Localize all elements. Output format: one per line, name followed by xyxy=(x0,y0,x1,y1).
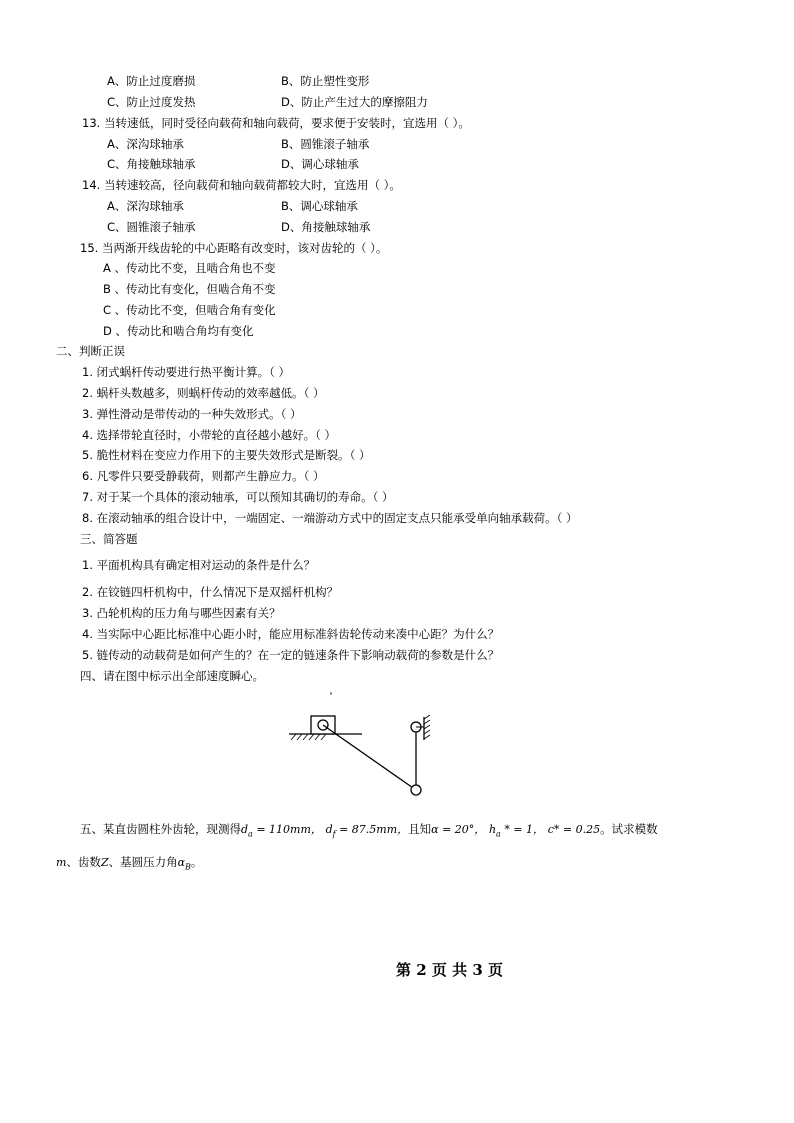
short-answer-item: 4. 当实际中心距比标准中心距小时，能应用标准斜齿轮传动来凑中心距？为什么？ xyxy=(82,627,500,641)
judge-item: 7. 对于某一个具体的滚动轴承，可以预知其确切的寿命。（ ） xyxy=(82,490,394,504)
alpha-value: α = 20°， xyxy=(431,823,486,836)
section3-heading: 三、简答题 xyxy=(80,532,138,546)
q14-stem: 14. 当转速较高，径向载荷和轴向载荷都较大时，宜选用（ ）。 xyxy=(82,178,401,192)
q12-option-b: B、防止塑性变形 xyxy=(281,74,370,88)
q13-option-a: A、深沟球轴承 xyxy=(107,137,184,151)
short-answer-item: 1. 平面机构具有确定相对运动的条件是什么？ xyxy=(82,558,316,572)
short-answer-item: 5. 链传动的动载荷是如何产生的？在一定的链速条件下影响动载荷的参数是什么？ xyxy=(82,648,500,662)
c-value: c* = 0.25 xyxy=(547,823,601,836)
slider-pin xyxy=(318,720,328,730)
support-hatch xyxy=(424,715,430,739)
judge-item: 6. 凡零件只要受静载荷，则都产生静应力。（ ） xyxy=(82,469,325,483)
known-label: 且知 xyxy=(408,822,432,836)
q14-option-c: C、圆锥滚子轴承 xyxy=(107,220,196,234)
q15-stem: 15. 当两渐开线齿轮的中心距略有改变时，该对齿轮的（ ）。 xyxy=(80,241,388,255)
short-answer-item: 3. 凸轮机构的压力角与哪些因素有关？ xyxy=(82,606,281,620)
section5-line2 xyxy=(56,855,202,874)
ha-symbol: h xyxy=(488,823,497,836)
judge-item: 5. 脆性材料在变应力作用下的主要失效形式是断裂。（ ） xyxy=(82,448,371,462)
line2-end: 。 xyxy=(190,855,203,869)
section5-lead: 五、某直齿圆柱外齿轮，现测得 xyxy=(80,822,241,836)
q15-option-b: B 、传动比有变化，但啮合角不变 xyxy=(103,282,276,296)
section5-line1 xyxy=(80,822,658,841)
q15-option-a: A 、传动比不变，且啮合角也不变 xyxy=(103,261,276,275)
alpha-b-subscript: B xyxy=(185,862,191,872)
df-value: = 87.5mm， xyxy=(335,823,409,836)
judge-item: 3. 弹性滑动是带传动的一种失效形式。（ ） xyxy=(82,407,302,421)
q15-option-d: D 、传动比和啮合角均有变化 xyxy=(103,324,254,338)
q12-option-a: A、防止过度磨损 xyxy=(107,74,196,88)
section2-heading: 二、判断正误 xyxy=(56,344,125,358)
df-subscript: f xyxy=(332,829,336,839)
fixed-pivot xyxy=(411,722,421,732)
judge-item: 8. 在滚动轴承的组合设计中，一端固定、一端游动方式中的固定支点只能承受单向轴承载荷。（ ） xyxy=(82,511,578,525)
q14-option-a: A、深沟球轴承 xyxy=(107,199,184,213)
q13-stem: 13. 当转速低，同时受径向载荷和轴向载荷，要求便于安装时，宜选用（ ）。 xyxy=(82,116,470,130)
ha-value: * = 1， xyxy=(500,823,545,836)
q12-option-c: C、防止过度发热 xyxy=(107,95,196,109)
q13-option-d: D、调心球轴承 xyxy=(281,157,359,171)
da-subscript: a xyxy=(248,829,253,839)
page-footer: 第 2 页 共 3 页 xyxy=(396,961,503,979)
da-value: = 110mm， xyxy=(252,823,322,836)
moving-joint xyxy=(411,785,421,795)
z-symbol: Z xyxy=(100,856,109,869)
short-answer-item: 2. 在铰链四杆机构中，什么情况下是双摇杆机构？ xyxy=(82,585,339,599)
q14-option-b: B、调心球轴承 xyxy=(281,199,358,213)
df-symbol: d xyxy=(325,823,333,836)
ha-subscript: a xyxy=(496,829,501,839)
q15-option-c: C 、传动比不变，但啮合角有变化 xyxy=(103,303,276,317)
q13-option-c: C、角接触球轴承 xyxy=(107,157,196,171)
line2-text-a: 、齿数 xyxy=(66,855,101,869)
alpha-b-symbol: α xyxy=(177,856,186,869)
q12-option-d: D、防止产生过大的摩擦阻力 xyxy=(281,95,428,109)
line2-text-b: 、基圆压力角 xyxy=(108,855,178,869)
da-symbol: d xyxy=(241,823,249,836)
m-symbol: m xyxy=(56,856,67,869)
coupler-link xyxy=(323,725,416,790)
q13-option-b: B、圆锥滚子轴承 xyxy=(281,137,370,151)
ground-hatch xyxy=(291,734,326,740)
slider-block xyxy=(311,716,335,734)
judge-item: 1. 闭式蜗杆传动要进行热平衡计算。（ ） xyxy=(82,365,291,379)
section4-heading: 四、请在图中标示出全部速度瞬心。 xyxy=(80,669,264,683)
judge-item: 2. 蜗杆头数越多，则蜗杆传动的效率越低。（ ） xyxy=(82,386,325,400)
q14-option-d: D、角接触球轴承 xyxy=(281,220,371,234)
section5-tail: 。试求模数 xyxy=(600,822,658,836)
judge-item: 4. 选择带轮直径时，小带轮的直径越小越好。（ ） xyxy=(82,428,337,442)
